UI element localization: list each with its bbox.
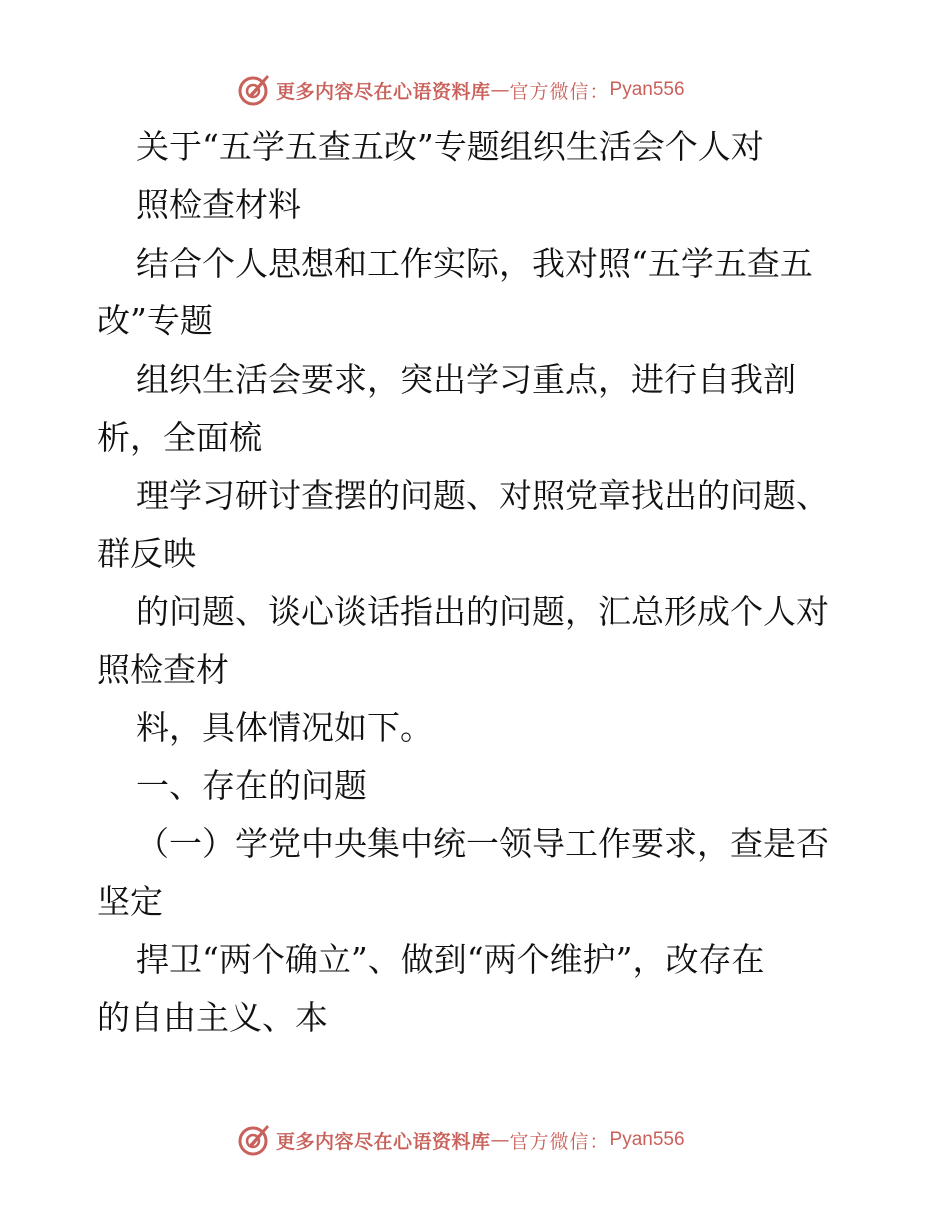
- doc-title-line-2: 照检查材料: [136, 185, 301, 224]
- doc-paragraph-line: 坚定: [97, 882, 163, 921]
- watermark-wechat-id: Pyan556: [609, 79, 685, 100]
- doc-title-line-1: 关于“五学五查五改”专题组织生活会个人对: [136, 127, 764, 166]
- doc-paragraph-line: 群反映: [97, 534, 196, 573]
- watermark-official-label: 官方微信：: [509, 80, 610, 103]
- watermark-dash: —: [490, 79, 510, 101]
- footer-watermark: [236, 1122, 685, 1158]
- doc-paragraph-line: 改”专题: [97, 301, 213, 340]
- watermark-wechat-id: Pyan556: [609, 1129, 685, 1150]
- watermark-brand-text: 更多内容尽在心语资料库: [276, 80, 491, 103]
- doc-paragraph-line: 照检查材: [97, 650, 229, 689]
- quill-logo-icon: [236, 1122, 272, 1158]
- doc-paragraph-line: 的问题、谈心谈话指出的问题，汇总形成个人对: [136, 592, 829, 631]
- watermark-official-label: 官方微信：: [509, 1130, 610, 1153]
- doc-paragraph-line: 组织生活会要求，突出学习重点，进行自我剖: [136, 360, 796, 399]
- watermark-dash: —: [490, 1129, 510, 1151]
- quill-logo-icon: [236, 72, 272, 108]
- doc-paragraph-line: 捍卫“两个确立”、做到“两个维护”，改存在: [136, 940, 765, 979]
- watermark-brand-text: 更多内容尽在心语资料库: [276, 1130, 491, 1153]
- doc-paragraph-line: 料，具体情况如下。: [136, 708, 433, 747]
- header-watermark: [236, 72, 685, 108]
- doc-paragraph-line: 析，全面梳: [97, 418, 262, 457]
- doc-section-heading: 一、存在的问题: [136, 766, 367, 805]
- doc-paragraph-line: 结合个人思想和工作实际，我对照“五学五查五: [136, 244, 813, 283]
- doc-subsection-heading: （一）学党中央集中统一领导工作要求，查是否: [136, 824, 829, 863]
- doc-paragraph-line: 的自由主义、本: [97, 998, 328, 1037]
- doc-paragraph-line: 理学习研讨查摆的问题、对照党章找出的问题、: [136, 476, 829, 515]
